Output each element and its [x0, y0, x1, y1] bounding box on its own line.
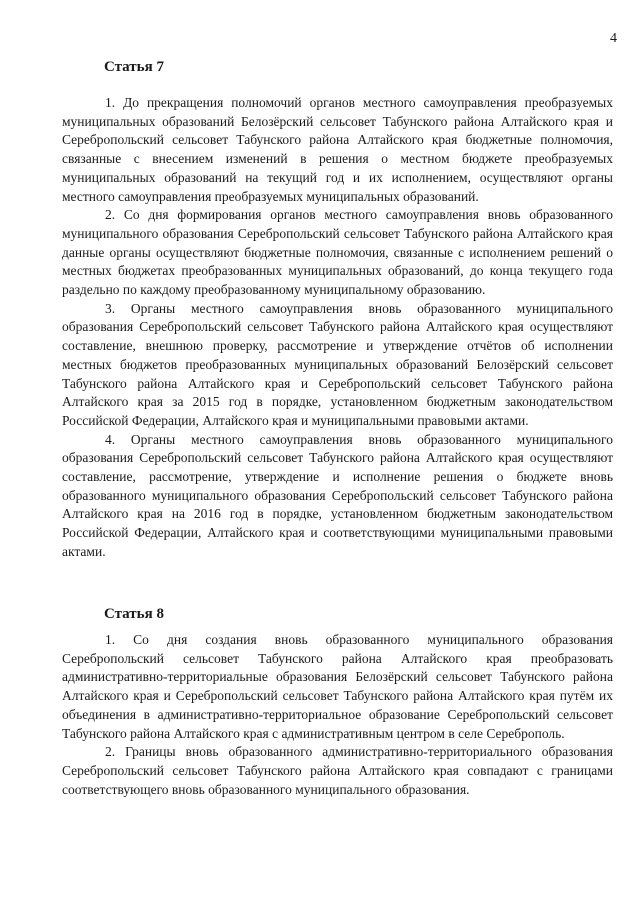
- article-8-body: [62, 631, 613, 799]
- article-7-heading: Статья 7: [104, 59, 164, 75]
- article-7-paragraph-2: 2. Со дня формирования органов местного самоуправления вновь образованного муниципального образования Серебропольский сельсовет Табунского района Алтайского края данные органы осуществляют бюджетные полномочия, связанные с исполнением решений о местных бюджетах преобразованных муниципальных образований, до конца текущего года раздельно по каждому преобразованному муниципальному образованию.: [62, 207, 613, 298]
- article-8-paragraph-1: 1. Со дня создания вновь образованного муниципального образования Серебропольский сельсовет Табунского района Алтайского края преобразовать административно-территориальные образования Белозёрский сельсовет Табунского района Алтайского края и Серебропольский сельсовет Табунского района Алтайского края путём их объединения в административно-территориальное образование Серебропольский сельсовет Табунского района Алтайского края с административным центром в селе Сереброполь.: [62, 632, 613, 741]
- article-8-heading: Статья 8: [104, 606, 164, 622]
- article-7-paragraph-1: 1. До прекращения полномочий органов местного самоуправления преобразуемых муниципальных образований Белозёрский сельсовет Табунского района Алтайского края и Серебропольский сельсовет Табунского района Алтайского края бюджетные полномочия, связанные с внесением изменений в решения о местном бюджете преобразуемых муниципальных образований на текущий год и их исполнением, осуществляют органы местного самоуправления преобразуемых муниципальных образований.: [62, 95, 613, 204]
- article-8-paragraph-2: 2. Границы вновь образованного административно-территориального образования Серебропольский сельсовет Табунского района Алтайского края совпадают с границами соответствующего вновь образованного муниципального образования.: [62, 744, 613, 797]
- article-7-body: [62, 94, 613, 562]
- article-7-paragraph-3: 3. Органы местного самоуправления вновь образованного муниципального образования Серебропольский сельсовет Табунского района Алтайского края осуществляют составление, внешнюю проверку, рассмотрение и утверждение отчётов об исполнении местных бюджетов преобразованных муниципальных образований Белозёрский сельсовет Табунского района Алтайского края и Серебропольский сельсовет Табунского района Алтайского края за 2015 год в порядке, установленном бюджетным законодательством Российской Федерации, Алтайского края и муниципальными правовыми актами.: [62, 300, 613, 428]
- page-number: 4: [610, 31, 617, 46]
- article-7-paragraph-4: 4. Органы местного самоуправления вновь образованного муниципального образования Серебропольский сельсовет Табунского района Алтайского края осуществляют составление, рассмотрение, утверждение и исполнение решения о бюджете вновь образованного муниципального образования Серебропольский сельсовет Табунского района Алтайского края на 2016 год в порядке, установленном бюджетным законодательством Российской Федерации, Алтайского края и соответствующими муниципальными правовыми актами.: [62, 431, 613, 559]
